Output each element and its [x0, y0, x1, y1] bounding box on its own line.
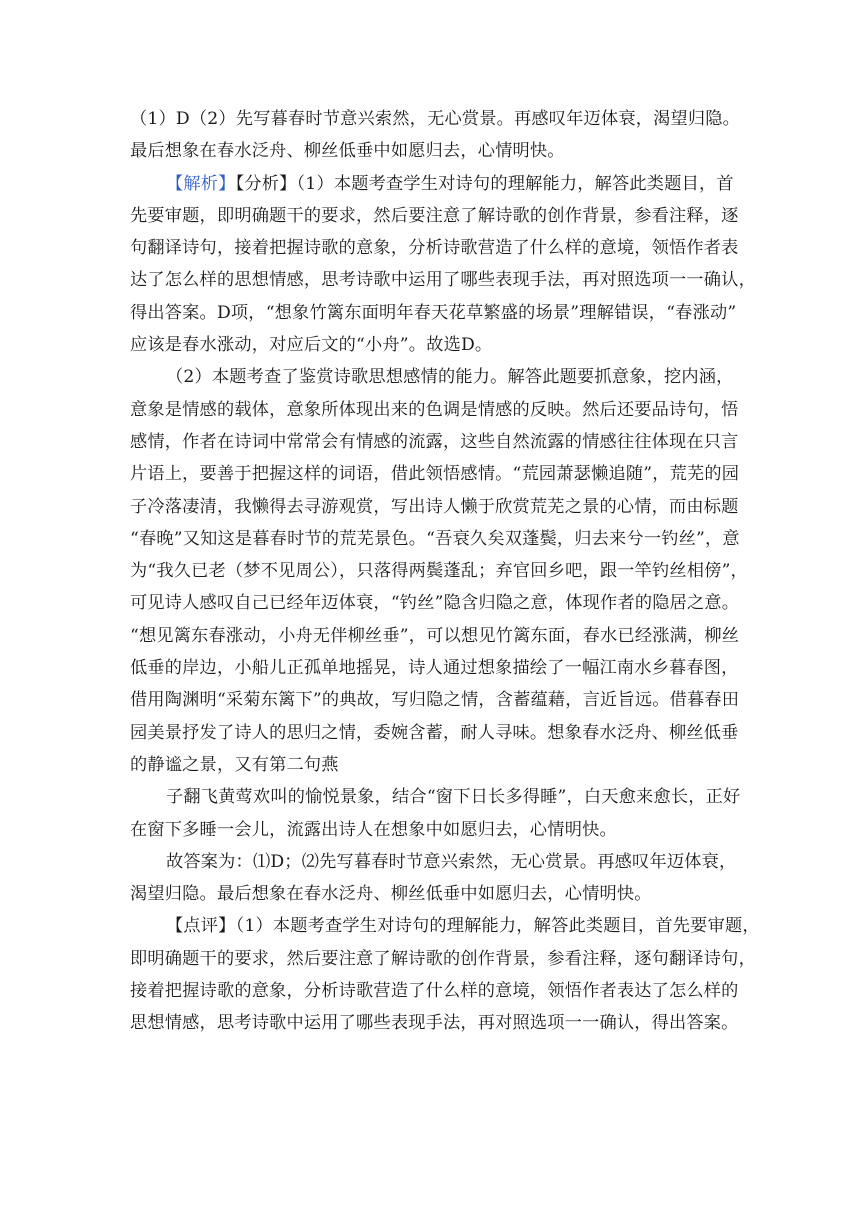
dianping-tag: 【点评】 [166, 916, 236, 937]
analysis-p2-line-9: “想见篱东春涨动，小舟无伴柳丝垂”，可以想见竹篱东面，春水已经涨满，柳丝 [130, 625, 740, 646]
analysis-p4-line-2: 渴望归隐。最后想象在春水泛舟、柳丝低垂中如愿归去，心情明快。 [130, 884, 652, 905]
analysis-p1-line-5: 得出答案。D项，“想象竹篱东面明年春天花草繁盛的场景”理解错误，“春涨动” [130, 302, 737, 323]
document-body [130, 103, 760, 1040]
analysis-p1-line-4: 达了怎么样的思想情感，思考诗歌中运用了哪些表现手法，再对照选项一一确认， [130, 270, 756, 291]
answer-line-2: 最后想象在春水泛舟、柳丝低垂中如愿归去，心情明快。 [130, 141, 565, 162]
fenxi-tag: 【分析】 [235, 173, 297, 194]
analysis-p3-line-1: 子翻飞黄莺欢叫的愉悦景象，结合“窗下日长多得睡”，白天愈来愈长，正好 [166, 787, 741, 808]
jiexi-tag: 【解析】 [166, 173, 236, 194]
analysis-p2-line-8: 可见诗人感叹自己已经年迈体衰，“钓丝”隐含归隐之意，体现作者的隐居之意。 [130, 593, 740, 614]
analysis-p2-line-1: （2）本题考查了鉴赏诗歌思想感情的能力。解答此题要抓意象，挖内涵， [166, 367, 734, 388]
comment-line-2: 即明确题干的要求，然后要注意了解诗歌的创作背景，参看注释，逐句翻译诗句， [130, 948, 756, 969]
analysis-p1-line-3: 句翻译诗句，接着把握诗歌的意象，分析诗歌营造了什么样的意境，领悟作者表 [130, 238, 739, 259]
analysis-p2-line-11: 借用陶渊明“采菊东篱下”的典故，写归隐之情，含蓄蕴藉，言近旨远。借暮春田 [130, 690, 740, 711]
comment-text-1: （1）本题考查学生对诗句的理解能力，解答此类题目，首先要审题， [235, 916, 760, 937]
analysis-p2-line-5: 子冷落凄清，我懒得去寻游观赏，写出诗人懒于欣赏荒芜之景的心情，而由标题 [130, 496, 739, 517]
analysis-p4-line-1: 故答案为：⑴D；⑵先写暮春时节意兴索然，无心赏景。再感叹年迈体衰， [166, 851, 737, 872]
analysis-p2-line-3: 感情，作者在诗词中常常会有情感的流露，这些自然流露的情感往往体现在只言 [130, 431, 739, 452]
comment-line-1 [130, 910, 760, 942]
answer-line-1: （1）D（2）先写暮春时节意兴索然，无心赏景。再感叹年迈体衰，渴望归隐。 [130, 109, 741, 129]
analysis-p2-line-13: 的静谧之景，又有第二句燕 [130, 754, 339, 775]
analysis-p2-line-6: “春晚”又知这是暮春时节的荒芜景色。“吾衰久矣双蓬鬓，归去来兮一钓丝”，意 [130, 528, 740, 549]
analysis-p1-line-1 [130, 168, 742, 200]
comment-line-4: 思想情感，思考诗歌中运用了哪些表现手法，再对照选项一一确认，得出答案。 [130, 1013, 739, 1034]
analysis-p3-line-2: 在窗下多睡一会儿，流露出诗人在想象中如愿归去，心情明快。 [130, 819, 617, 840]
analysis-p1-line-6: 应该是春水涨动，对应后文的“小舟”。故选D。 [130, 335, 493, 356]
analysis-p2-line-12: 园美景抒发了诗人的思归之情，委婉含蓄，耐人寻味。想象春水泛舟、柳丝低垂 [130, 722, 739, 743]
analysis-p2-line-7: 为“我久已老（梦不见周公），只落得两鬓蓬乱；弃官回乡吧，跟一竿钓丝相傍”， [130, 561, 748, 582]
analysis-p2-line-4: 片语上，要善于把握这样的词语，借此领悟感情。“荒园萧瑟懒追随”，荒芜的园 [130, 464, 740, 485]
comment-line-3: 接着把握诗歌的意象，分析诗歌营造了什么样的意境，领悟作者表达了怎么样的 [130, 981, 739, 1002]
analysis-p2-line-10: 低垂的岸边，小船儿正孤单地摇晃，诗人通过想象描绘了一幅江南水乡暮春图， [130, 658, 739, 679]
analysis-p1-text-1: （1）本题考查学生对诗句的理解能力，解答此类题目，首 [296, 173, 734, 194]
analysis-p2-line-2: 意象是情感的载体，意象所体现出来的色调是情感的反映。然后还要品诗句，悟 [130, 399, 739, 420]
analysis-p1-line-2: 先要审题，即明确题干的要求，然后要注意了解诗歌的创作背景，参看注释，逐 [130, 205, 739, 226]
